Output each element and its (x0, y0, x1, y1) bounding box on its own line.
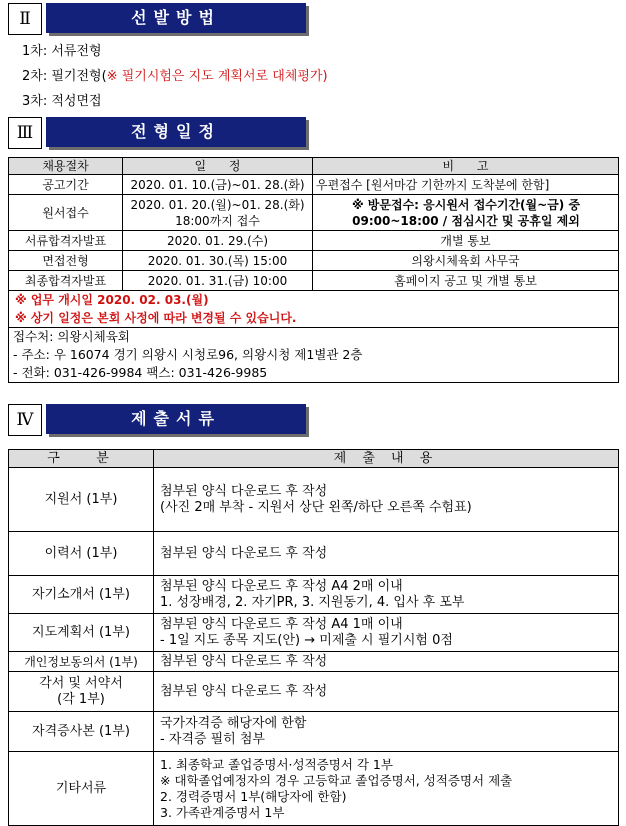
notice-cell (9, 291, 619, 328)
note-cell: 홈페이지 공고 및 개별 통보 (313, 271, 619, 291)
step-cell: 서류합격자발표 (9, 231, 123, 251)
doc-name: 지원서 (1부) (9, 468, 154, 532)
doc-name: 지도계획서 (1부) (9, 614, 154, 652)
table-row (9, 672, 619, 712)
contact-cell (9, 328, 619, 383)
section-4-title: 제출서류 (46, 404, 306, 434)
section-3-header (8, 117, 308, 149)
schedule-header-date: 일 정 (123, 158, 313, 175)
doc-content: 첨부된 양식 다운로드 후 작성 A4 2매 이내 1. 성장배경, 2. 자기PR, 3. 지원동기, 4. 입사 후 포부 (154, 576, 619, 614)
step-cell: 공고기간 (9, 175, 123, 195)
section-2-title: 선발방법 (46, 3, 306, 33)
section-4-header (8, 404, 308, 436)
section-2-number: Ⅱ (8, 3, 42, 35)
schedule-header-note: 비 고 (313, 158, 619, 175)
notice-row (9, 291, 619, 328)
table-row (9, 652, 619, 672)
table-row (9, 614, 619, 652)
table-row (9, 195, 619, 231)
date-cell: 2020. 01. 31.(금) 10:00 (123, 271, 313, 291)
note-cell: 개별 통보 (313, 231, 619, 251)
table-row (9, 468, 619, 532)
doc-content: 첨부된 양식 다운로드 후 작성 (154, 672, 619, 712)
doc-content: 첨부된 양식 다운로드 후 작성 (사진 2매 부착 - 지원서 상단 왼쪽/하단 오른쪽 수험표) (154, 468, 619, 532)
date-cell: 2020. 01. 29.(수) (123, 231, 313, 251)
notice-start-date: ※ 업무 개시일 2020. 02. 03.(월) (15, 293, 209, 307)
date-cell: 2020. 01. 10.(금)~01. 28.(화) (123, 175, 313, 195)
docs-header-content: 제 출 내 용 (154, 450, 619, 468)
note-cell: ※ 방문접수: 응시원서 접수기간(월~금) 중 09:00~18:00 / 점심시간 및 공휴일 제외 (313, 195, 619, 231)
doc-content: 첨부된 양식 다운로드 후 작성 (154, 532, 619, 576)
contact-address: - 주소: 우 16074 경기 의왕시 시청로96, 의왕시청 제1별관 2층 (13, 347, 363, 362)
step-cell: 최종합격자발표 (9, 271, 123, 291)
doc-name: 자격증사본 (1부) (9, 712, 154, 752)
table-row (9, 251, 619, 271)
section-3-title: 전형일정 (46, 117, 306, 147)
doc-name: 자기소개서 (1부) (9, 576, 154, 614)
table-row (9, 175, 619, 195)
schedule-header-step: 채용절차 (9, 158, 123, 175)
notice-change: ※ 상기 일정은 본회 사정에 따라 변경될 수 있습니다. (15, 311, 297, 325)
doc-name: 기타서류 (9, 752, 154, 826)
note-cell: 우편접수 [원서마감 기한까지 도착분에 한함] (313, 175, 619, 195)
table-row (9, 752, 619, 826)
section-3-number: Ⅲ (8, 117, 42, 149)
doc-content: 국가자격증 해당자에 한함 - 자격증 필히 첨부 (154, 712, 619, 752)
section-4-number: Ⅳ (8, 404, 42, 436)
doc-content: 1. 최종학교 졸업증명서·성적증명서 각 1부 ※ 대학졸업예정자의 경우 고등학교 졸업증명서, 성적증명서 제출 2. 경력증명서 1부(해당자에 한함) 3. 가족관계증명서 1부 (154, 752, 619, 826)
table-row (9, 271, 619, 291)
docs-header-category: 구 분 (9, 450, 154, 468)
doc-name: 이력서 (1부) (9, 532, 154, 576)
table-row (9, 576, 619, 614)
section-2-header (8, 3, 308, 35)
contact-office: 접수처: 의왕시체육회 (13, 329, 130, 344)
contact-row (9, 328, 619, 383)
doc-content: 첨부된 양식 다운로드 후 작성 A4 1매 이내 - 1일 지도 종목 지도(안) → 미제출 시 필기시험 0점 (154, 614, 619, 652)
contact-phone: - 전화: 031-426-9984 팩스: 031-426-9985 (13, 365, 268, 380)
doc-name: 각서 및 서약서 (각 1부) (9, 672, 154, 712)
schedule-table (8, 157, 619, 383)
round-3: 3차: 적성면접 (22, 94, 102, 109)
table-row (9, 712, 619, 752)
doc-content: 첨부된 양식 다운로드 후 작성 (154, 652, 619, 672)
doc-name: 개인정보동의서 (1부) (9, 652, 154, 672)
step-cell: 원서접수 (9, 195, 123, 231)
step-cell: 면접전형 (9, 251, 123, 271)
date-cell: 2020. 01. 30.(목) 15:00 (123, 251, 313, 271)
round-2: 2차: 필기전형(※ 필기시험은 지도 계획서로 대체평가) (22, 69, 328, 84)
round-1: 1차: 서류전형 (22, 44, 102, 59)
note-cell: 의왕시체육회 사무국 (313, 251, 619, 271)
date-cell: 2020. 01. 20.(월)~01. 28.(화) 18:00까지 접수 (123, 195, 313, 231)
table-row (9, 231, 619, 251)
documents-table (8, 449, 619, 826)
table-row (9, 532, 619, 576)
round-2-note: ※ 필기시험은 지도 계획서로 대체평가 (106, 69, 323, 84)
